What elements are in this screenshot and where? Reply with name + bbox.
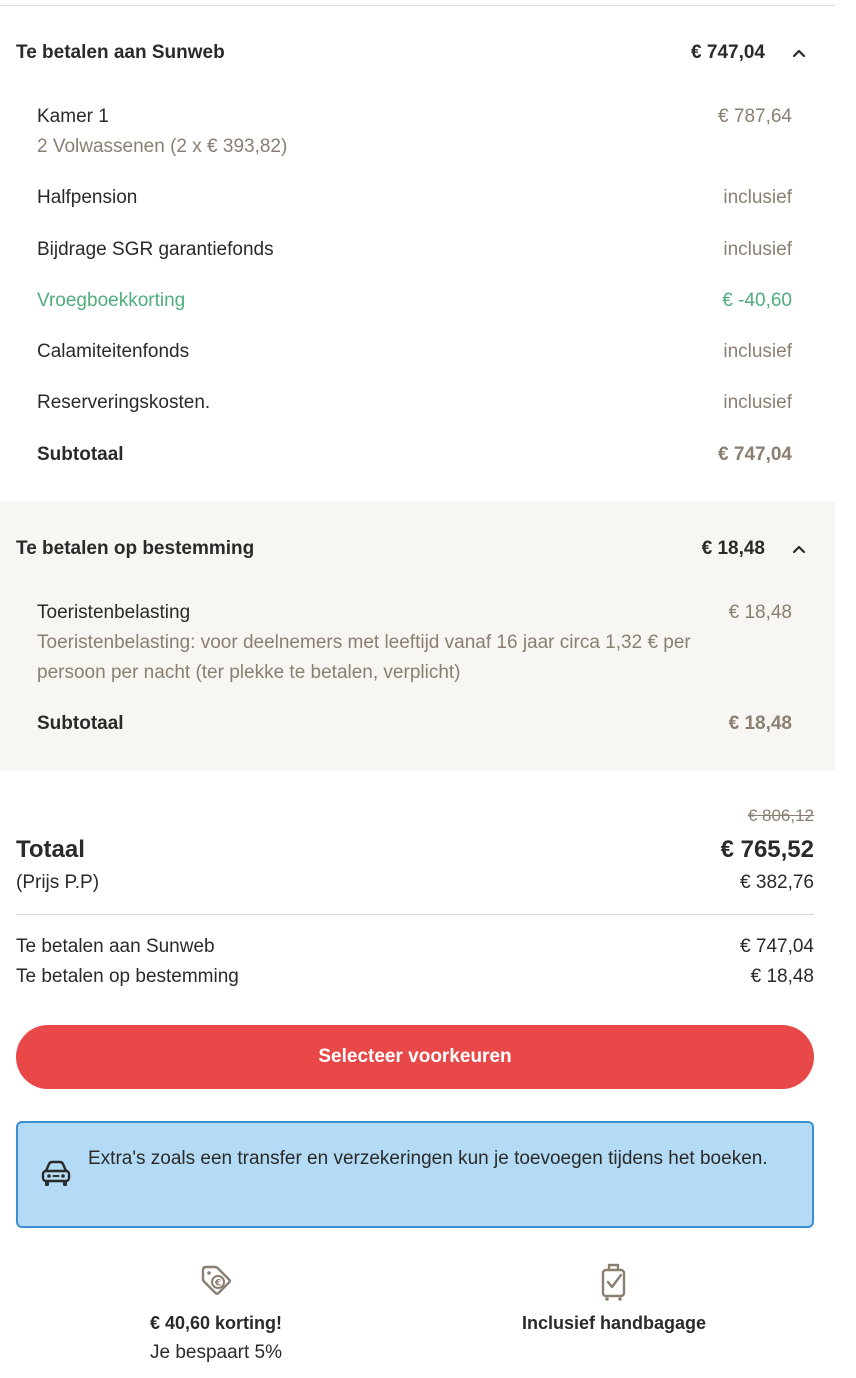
- usp-discount: [56, 1262, 376, 1368]
- destination-subtotal-row: [37, 713, 792, 735]
- sunweb-payment-section: [0, 6, 835, 501]
- destination-section-title: Te betalen op bestemming: [16, 538, 255, 559]
- price-row-label: Toeristenbelasting: [37, 602, 191, 623]
- svg-text:€: €: [214, 1278, 222, 1289]
- summary-destination-value: € 18,48: [750, 966, 814, 987]
- toeristenbelasting-detail-line2: persoon per nacht (ter plekke te betalen, verplicht): [37, 662, 461, 683]
- chevron-up-icon[interactable]: [791, 45, 807, 61]
- price-row-sgr: [37, 239, 792, 261]
- destination-payment-section: [0, 502, 835, 770]
- price-row-value: inclusief: [723, 239, 792, 260]
- price-row-toeristenbelasting: [37, 602, 792, 624]
- subtotal-value: € 18,48: [728, 713, 792, 734]
- sunweb-section-header[interactable]: [16, 38, 835, 68]
- total-label: Totaal: [16, 836, 85, 863]
- price-row-value: inclusief: [723, 341, 792, 362]
- sunweb-section-title: Te betalen aan Sunweb: [16, 42, 225, 63]
- old-price: € 806,12: [747, 806, 814, 825]
- price-row-reserveringskosten: [37, 392, 792, 414]
- usp-discount-subtitle: Je bespaart 5%: [149, 1342, 283, 1363]
- sunweb-section-total: € 747,04: [691, 42, 765, 63]
- chevron-up-icon[interactable]: [791, 541, 807, 557]
- price-row-value: € 18,48: [728, 602, 792, 623]
- discount-tag-icon: [198, 1262, 234, 1302]
- usp-hand-luggage: [454, 1262, 774, 1338]
- price-row-label: Kamer 1: [37, 106, 109, 127]
- price-row-label: Vroegboekkorting: [37, 290, 186, 311]
- select-preferences-button[interactable]: Selecteer voorkeuren: [16, 1025, 814, 1089]
- price-row-kamer: [37, 106, 792, 128]
- price-row-label: Calamiteitenfonds: [37, 341, 190, 362]
- price-row-value: € 787,64: [718, 106, 792, 127]
- price-row-value: € -40,60: [722, 290, 792, 311]
- price-row-halfpension: [37, 187, 792, 209]
- destination-section-header[interactable]: [16, 534, 835, 564]
- sunweb-subtotal-row: [37, 444, 792, 466]
- summary-sunweb-label: Te betalen aan Sunweb: [16, 936, 215, 957]
- luggage-check-icon: [596, 1262, 632, 1302]
- extras-info-box: [16, 1121, 814, 1228]
- extras-info-text: Extra's zoals een transfer en verzekeringen kun je toevoegen tijdens het boeken.: [88, 1148, 768, 1169]
- price-per-person-label: (Prijs P.P): [16, 872, 100, 893]
- price-row-label: Bijdrage SGR garantiefonds: [37, 239, 274, 260]
- price-row-label: Halfpension: [37, 187, 138, 208]
- price-row-label: Reserveringskosten.: [37, 392, 211, 413]
- summary-divider: [16, 914, 814, 915]
- usp-hand-luggage-title: Inclusief handbagage: [521, 1313, 707, 1333]
- price-row-value: inclusief: [723, 392, 792, 413]
- toeristenbelasting-detail-line1: Toeristenbelasting: voor deelnemers met leeftijd vanaf 16 jaar circa 1,32 € per: [37, 632, 691, 653]
- subtotal-label: Subtotaal: [37, 713, 124, 734]
- price-per-person-value: € 382,76: [740, 872, 814, 893]
- kamer-occupancy-detail: 2 Volwassenen (2 x € 393,82): [37, 136, 288, 157]
- price-row-calamiteitenfonds: [37, 341, 792, 363]
- subtotal-value: € 747,04: [718, 444, 792, 465]
- subtotal-label: Subtotaal: [37, 444, 124, 465]
- destination-section-total: € 18,48: [701, 538, 765, 559]
- car-icon: [40, 1160, 72, 1188]
- total-value: € 765,52: [720, 836, 814, 863]
- price-row-vroegboekkorting: [37, 290, 792, 312]
- summary-sunweb-value: € 747,04: [740, 936, 814, 957]
- summary-destination-label: Te betalen op bestemming: [16, 966, 239, 987]
- usp-discount-title: € 40,60 korting!: [149, 1313, 283, 1333]
- price-row-value: inclusief: [723, 187, 792, 208]
